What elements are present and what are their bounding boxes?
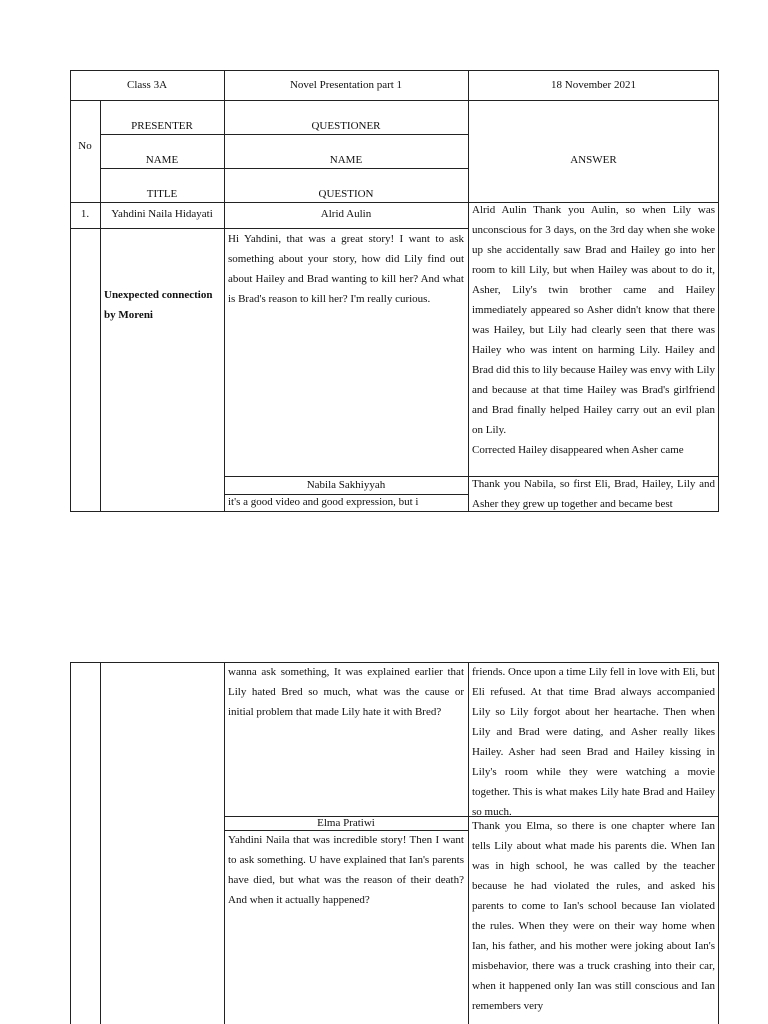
event-date: 18 November 2021 <box>551 79 636 91</box>
questioner-name-header: NAME <box>329 154 363 166</box>
table-page-2 <box>70 662 719 1024</box>
column-divider <box>224 70 225 512</box>
row-number: 1. <box>80 208 90 220</box>
column-divider <box>468 662 469 1024</box>
questioner-name: Alrid Aulin <box>320 208 372 220</box>
table-border <box>70 70 719 71</box>
presentation-title: Unexpected connection by Moreni <box>104 289 213 321</box>
question-text: it's a good video and good expression, but i <box>228 496 419 508</box>
title-header: TITLE <box>146 188 178 200</box>
question-header: QUESTION <box>318 188 374 200</box>
questioner-name: Elma Pratiwi <box>317 817 375 829</box>
answer-text: Alrid Aulin Thank you Aulin, so when Lily was unconscious for 3 days, on the 3rd day when she woke up she accidentally saw Brad and Hailey go into her room to kill Lily, but when Hailey was about to do it, Asher, Lily's twin brother came and Hailey immediately appeared so Asher didn't know that there was Hailey, but Lily had clearly seen that there was Hailey who was intent on harming Lily. Hailey and Brad did this to lily because Hailey was envy with Lily and because at that time Hailey was Brad's girlfriend and Brad finally helped Hailey carry out an evil plan on Lily. <box>472 204 715 436</box>
event-title: Novel Presentation part 1 <box>289 79 403 91</box>
table-border <box>70 511 719 512</box>
table-border <box>70 662 71 1024</box>
column-divider <box>100 662 101 1024</box>
questioner-header: QUESTIONER <box>311 120 381 132</box>
answer-text: friends. Once upon a time Lily fell in love with Eli, but Eli refused. At that time Brad always accompanied Lily so Lily forgot about her heartache. Then when Lily and Brad were dating, and Asher really likes Hailey. Asher had seen Brad and Hailey kissing in Lily's room while they were watching a movie together. This is what makes Lily hate Brad and Hailey so much. <box>472 666 715 818</box>
row-divider <box>70 100 719 101</box>
column-divider <box>224 662 225 1024</box>
question-text: Yahdini Naila that was incredible story! Then I want to ask something. U have explained that Ian's parents have died, but what was the reason of their death? And when it actually happened? <box>228 834 464 906</box>
column-divider <box>468 70 469 512</box>
answer-text: Thank you Elma, so there is one chapter where Ian tells Lily about what made his parents die. When Ian was in high school, he was called by the teacher because he had violated the rules, and asked his parents to come to Ian's school because Ian violated the rules. When they were on their way home when Ian, his father, and his mother were joking about Ian's misbehavior, there was a truck crashing into their car, when it happened only Ian was still conscious and Ian remembers very <box>472 820 715 1012</box>
question-text: Hi Yahdini, that was a great story! I want to ask something about your story, how did Lily find out about Hailey and Brad wanting to kill her? And what is Brad's reason to kill her? I'm really curious. <box>228 233 464 305</box>
no-header: No <box>78 140 92 152</box>
name-header: NAME <box>145 154 179 166</box>
presenter-header: PRESENTER <box>131 120 193 132</box>
answer-header: ANSWER <box>570 154 617 166</box>
presenter-name: Yahdini Naila Hidayati <box>111 208 213 220</box>
table-border <box>718 70 719 512</box>
table-border <box>718 662 719 1024</box>
answer-correction: Corrected Hailey disappeared when Asher came <box>472 444 684 456</box>
questioner-name: Nabila Sakhiyyah <box>306 479 386 491</box>
question-text: wanna ask something, It was explained earlier that Lily hated Bred so much, what was the cause or initial problem that made Lily hate it with Bred? <box>228 666 464 718</box>
class-name: Class 3A <box>126 79 168 91</box>
answer-text: Thank you Nabila, so first Eli, Brad, Hailey, Lily and Asher they grew up together and became best <box>472 478 715 510</box>
table-page-1 <box>70 70 719 512</box>
